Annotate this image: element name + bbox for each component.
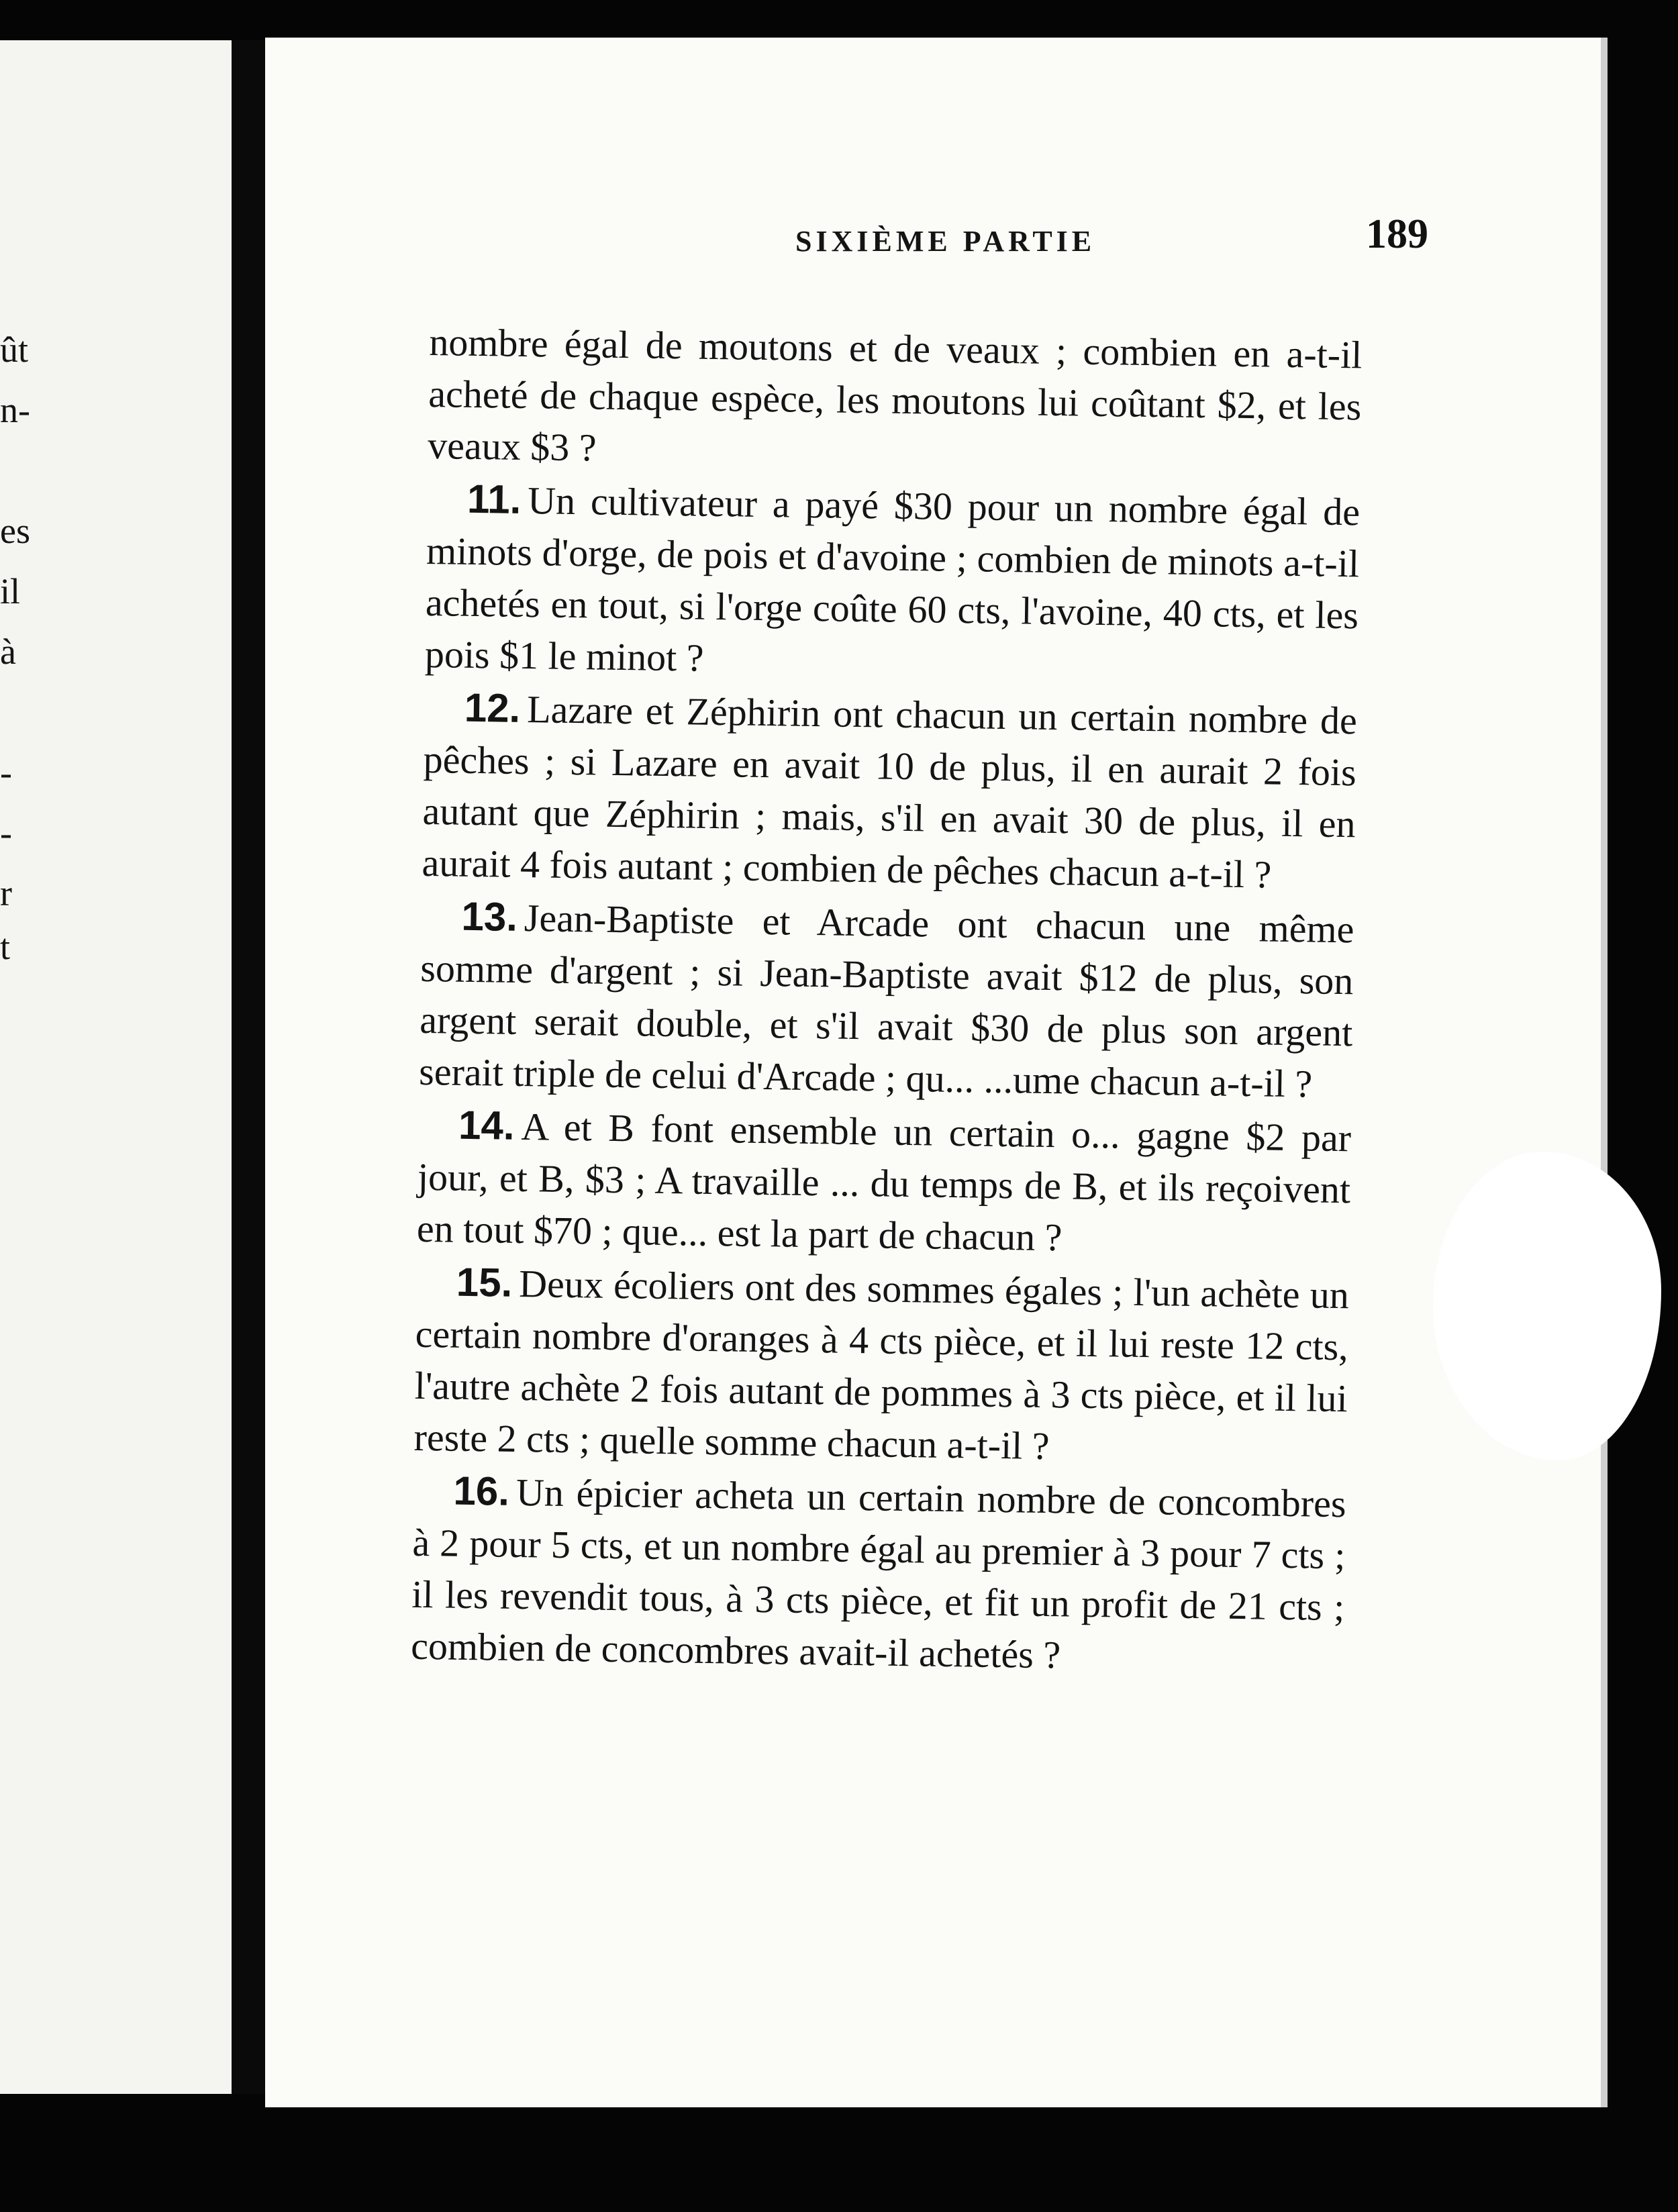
left-page-fragment: r: [0, 873, 12, 913]
problem-text: A et B font ensemble un certain o... gagne $2 par jour, et B, $3 ; A travaille ... du temps de B, et ils reçoivent en tout $70 ; que... est la part de chacun ?: [416, 1105, 1352, 1260]
problem-number: 13.: [461, 893, 518, 940]
problem-text: Lazare et Zéphirin ont chacun un certain nombre de pêches ; si Lazare en avait 10 de plus, il en aurait 2 fois autant que Zéphirin ; mais, s'il en avait 30 de plus, il en aurait 4 fois autant ; combien de pêches chacun a-t-il ?: [422, 687, 1358, 897]
page-number: 189: [1366, 211, 1428, 257]
page-body: [411, 316, 1363, 1686]
problem-number: 14.: [458, 1102, 515, 1148]
book-gutter: [232, 40, 265, 2094]
paper-damage-blot: [1433, 1152, 1661, 1460]
problem-number: 15.: [456, 1259, 513, 1305]
running-head: SIXIÈME PARTIE: [795, 225, 1096, 258]
problem-15: [413, 1256, 1349, 1476]
left-page-fragment: n-: [0, 390, 30, 430]
left-page-fragment: ût: [0, 330, 29, 370]
continuation-paragraph: nombre égal de moutons et de veaux ; combien en a-t-il acheté de chaque espèce, les moutons lui coûtant $2, et les veaux $3 ?: [427, 319, 1363, 470]
problem-12: [422, 681, 1357, 901]
problem-text: Deux écoliers ont des sommes égales ; l'un achète un certain nombre d'oranges à 4 cts pièce, et il lui reste 12 cts, l'autre achète 2 fois autant de pommes à 3 cts pièce, et il lui reste 2 cts ; quelle somme chacun a-t-il ?: [413, 1262, 1350, 1468]
problem-14: [416, 1099, 1351, 1267]
left-page-fragment: il: [0, 571, 21, 611]
left-page-fragment: t: [0, 927, 11, 967]
left-page-fragment: à: [0, 632, 16, 672]
problem-number: 12.: [464, 685, 521, 731]
problem-text: Jean-Baptiste et Arcade ont chacun une même somme d'argent ; si Jean-Baptiste avait $12 de plus, son argent serait double, et s'il avait $30 de plus son argent serait triple de celui d'Arcade ; qu... ...ume chacun a-t-il ?: [418, 896, 1354, 1106]
problem-11: [424, 472, 1360, 693]
problem-13: [419, 890, 1354, 1110]
left-page-fragment: -: [0, 813, 12, 853]
left-facing-page: [0, 40, 234, 2094]
right-page: [265, 38, 1608, 2107]
problem-16: [411, 1464, 1346, 1685]
problem-number: 11.: [466, 476, 522, 522]
left-page-fragment: es: [0, 511, 30, 551]
problem-text: Un épicier acheta un certain nombre de concombres à 2 pour 5 cts, et un nombre égal au premier à 3 pour 7 cts ; il les revendit tous, à 3 cts pièce, et fit un profit de 21 cts ; combien de concombres avait-il achetés ?: [410, 1470, 1346, 1677]
problem-text: Un cultivateur a payé $30 pour un nombre égal de minots d'orge, de pois et d'avoine ; combien de minots a-t-il achetés en tout, si l'orge coûte 60 cts, l'avoine, 40 cts, et les pois $1 le minot ?: [424, 479, 1361, 680]
problem-number: 16.: [453, 1468, 510, 1514]
left-page-fragment: -: [0, 752, 12, 793]
